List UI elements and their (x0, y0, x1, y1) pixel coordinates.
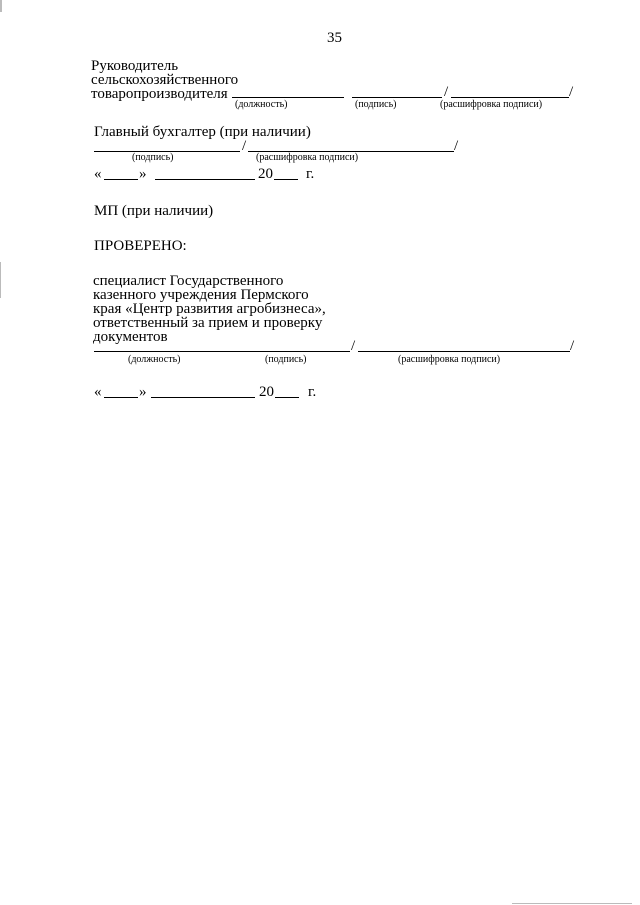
date1-year-suffix: г. (306, 166, 315, 182)
head-signature-line[interactable] (352, 97, 442, 98)
date2-day-field[interactable] (104, 397, 138, 398)
head-slash-end: / (569, 84, 574, 100)
checked-heading: ПРОВЕРЕНО: (94, 238, 187, 254)
date1-day-field[interactable] (104, 179, 138, 180)
date2-year-suffix: г. (308, 384, 317, 400)
page-number: 35 (327, 30, 342, 46)
date1-open-quote: « (94, 166, 102, 182)
specialist-line5: документов (93, 329, 168, 345)
specialist-decode-line[interactable] (358, 351, 570, 352)
specialist-caption-position: (должность) (128, 354, 181, 365)
specialist-position-line[interactable] (94, 351, 350, 352)
head-slash: / (444, 84, 449, 100)
specialist-line4: ответственный за прием и проверку (93, 315, 323, 331)
head-caption-signature: (подпись) (355, 99, 397, 110)
head-decode-line[interactable] (451, 97, 569, 98)
specialist-line2: казенного учреждения Пермского (93, 287, 309, 303)
date2-open-quote: « (94, 384, 102, 400)
seal-label: МП (при наличии) (94, 203, 214, 219)
accountant-caption-decode: (расшифровка подписи) (256, 152, 359, 163)
specialist-line1: специалист Государственного (93, 273, 284, 289)
accountant-slash: / (242, 138, 247, 154)
accountant-caption-signature: (подпись) (132, 152, 174, 163)
head-caption-position: (должность) (235, 99, 288, 110)
scan-edge-mark-top (0, 0, 2, 12)
date2-year-prefix: 20 (259, 384, 274, 400)
date2-year-field[interactable] (275, 397, 299, 398)
specialist-line3: края «Центр развития агробизнеса», (93, 301, 326, 317)
specialist-caption-signature: (подпись) (265, 354, 307, 365)
date2-month-field[interactable] (151, 397, 255, 398)
specialist-caption-decode: (расшифровка подписи) (398, 354, 501, 365)
head-title-line1: Руководитель (91, 58, 179, 74)
head-caption-decode: (расшифровка подписи) (440, 99, 543, 110)
accountant-title: Главный бухгалтер (при наличии) (94, 124, 311, 140)
date1-close-quote: » (139, 166, 147, 182)
specialist-slash: / (351, 338, 356, 354)
head-title-line3: товаропроизводителя (91, 86, 228, 102)
date1-year-field[interactable] (274, 179, 298, 180)
date1-year-prefix: 20 (258, 166, 273, 182)
scan-edge-mark-left (0, 262, 1, 298)
date1-month-field[interactable] (155, 179, 255, 180)
specialist-slash-end: / (570, 338, 575, 354)
head-title-line2: сельскохозяйственного (91, 72, 239, 88)
date2-close-quote: » (139, 384, 147, 400)
head-position-line[interactable] (232, 97, 344, 98)
scan-edge-mark-bottom (512, 903, 632, 904)
accountant-slash-end: / (454, 138, 459, 154)
